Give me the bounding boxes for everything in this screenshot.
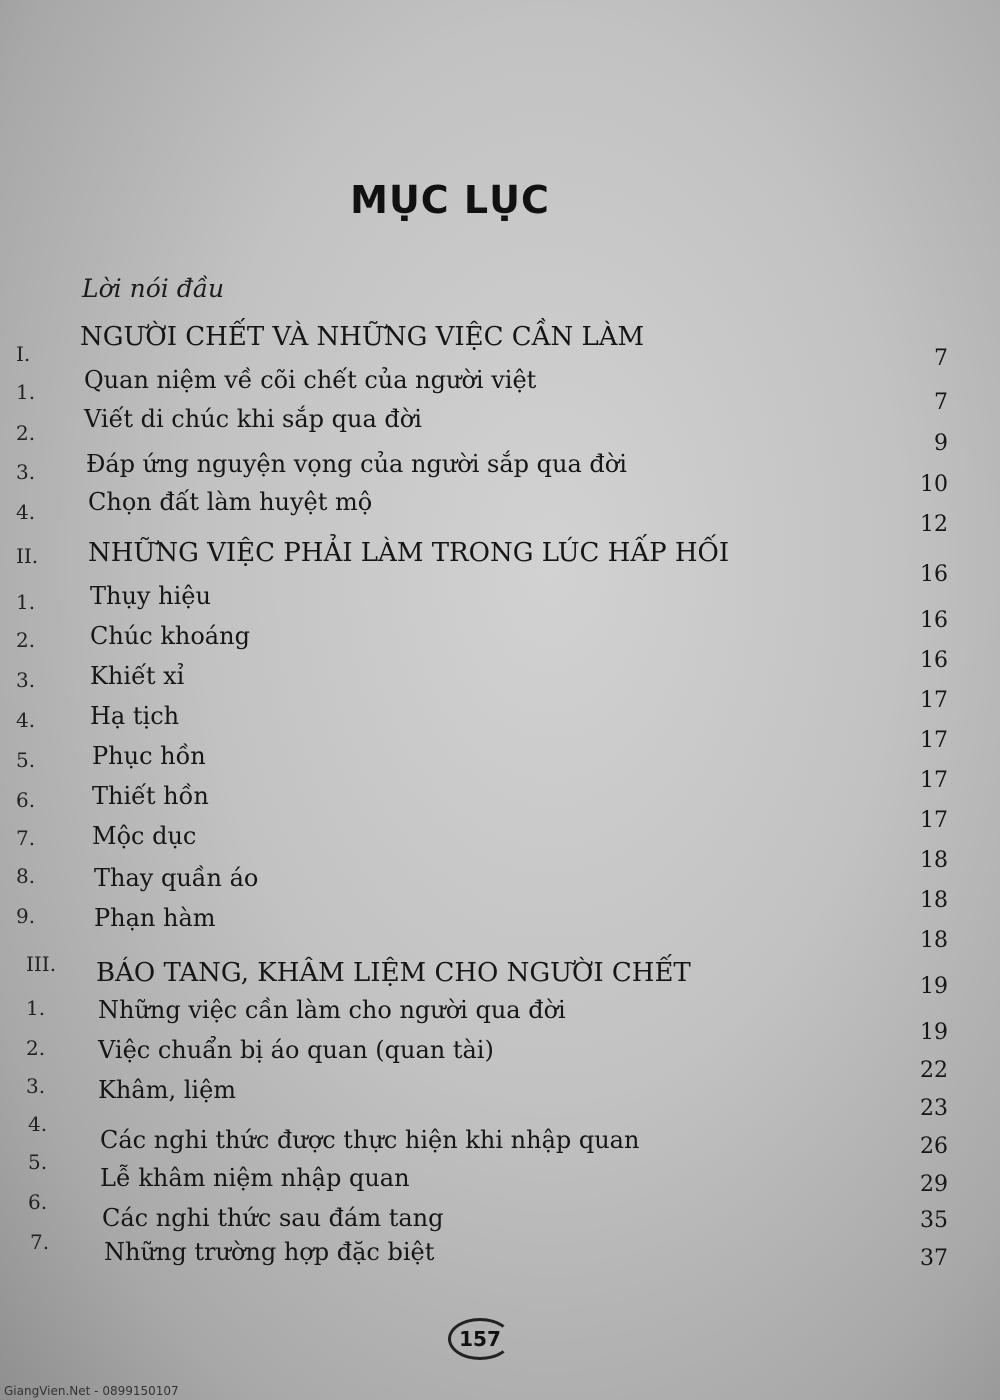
toc-item [0,1036,1000,1083]
page-ref: 18 [920,888,948,913]
toc-item [0,1188,1000,1233]
toc-item [0,448,1000,497]
toc-item [0,1226,1000,1271]
preface-entry: Lời nói đầu [82,274,225,303]
item-number: 1. [26,996,46,1020]
page-ref: 7 [934,390,948,415]
page-ref: 22 [920,1058,948,1083]
page-ref: 17 [920,728,948,753]
item-number: 4. [16,500,36,524]
toc-item [0,702,1000,753]
toc-item [0,662,1000,713]
toc-item [0,742,1000,793]
section-numeral: I. [16,342,31,366]
item-number: 6. [16,788,36,812]
item-number: 5. [28,1150,48,1174]
page-ref: 12 [920,512,948,537]
section-numeral: III. [26,952,57,976]
toc-item [0,822,1000,873]
item-label: Thay quần áo [94,864,259,892]
item-label: Chọn đất làm huyệt mộ [88,488,373,516]
page-ref: 23 [920,1096,948,1121]
section-title: NGƯỜI CHẾT VÀ NHỮNG VIỆC CẦN LÀM [80,322,645,352]
item-number: 5. [16,748,36,772]
item-label: Mộc dục [92,822,197,850]
page-ref: 17 [920,808,948,833]
section-title: NHỮNG VIỆC PHẢI LÀM TRONG LÚC HẤP HỐI [88,538,730,568]
toc-item [0,405,1000,456]
item-label: Chúc khoáng [90,622,250,650]
item-number: 2. [16,421,36,445]
page-title: MỤC LỤC [350,178,550,222]
item-label: Đáp ứng nguyện vọng của người sắp qua đời [86,450,627,478]
item-number: 4. [16,708,36,732]
page-ref: 7 [934,346,948,371]
page-ref: 26 [920,1134,948,1159]
page-ref: 16 [920,608,948,633]
item-label: Lễ khâm niệm nhập quan [100,1164,410,1192]
page-ref: 35 [920,1208,948,1233]
page-ref: 29 [920,1172,948,1197]
page-ref: 17 [920,768,948,793]
item-label: Phạn hàm [94,904,216,932]
item-label: Viết di chúc khi sắp qua đời [84,405,422,433]
item-label: Quan niệm về cõi chết của người việt [84,366,537,394]
item-label: Thiết hồn [92,782,209,810]
page-ref: 19 [920,1020,948,1045]
item-label: Khiết xỉ [90,662,185,690]
toc-section [0,950,1000,999]
page-ref: 16 [920,562,948,587]
item-number: 9. [16,904,36,928]
item-label: Các nghi thức được thực hiện khi nhập quan [100,1126,640,1154]
item-label: Việc chuẩn bị áo quan (quan tài) [98,1036,494,1064]
page-ref: 10 [920,472,948,497]
toc-item [0,782,1000,833]
page-ref: 18 [920,928,948,953]
item-number: 8. [16,864,36,888]
item-number: 2. [26,1036,46,1060]
item-number: 2. [16,628,36,652]
toc-item [0,1074,1000,1121]
item-number: 1. [16,590,36,614]
toc-item [0,622,1000,673]
toc-item [0,366,1000,415]
item-number: 4. [28,1112,48,1136]
item-label: Những trường hợp đặc biệt [104,1238,435,1266]
toc-item [0,1150,1000,1197]
page-ref: 16 [920,648,948,673]
item-number: 3. [16,668,36,692]
item-number: 7. [16,826,36,850]
section-numeral: II. [16,544,39,568]
toc-item [0,1112,1000,1159]
toc-section [0,322,1000,371]
item-label: Các nghi thức sau đám tang [102,1204,444,1232]
toc-item [0,996,1000,1045]
item-number: 6. [28,1190,48,1214]
toc-item [0,488,1000,537]
item-number: 3. [16,460,36,484]
page-ref: 18 [920,848,948,873]
toc-item [0,902,1000,953]
page-ref: 37 [920,1246,948,1271]
toc-section [0,538,1000,587]
item-label: Phục hồn [92,742,206,770]
item-number: 7. [30,1230,50,1254]
item-label: Những việc cần làm cho người qua đời [98,996,566,1024]
item-label: Hạ tịch [90,702,180,730]
page-ref: 9 [934,431,948,456]
item-number: 3. [26,1074,46,1098]
item-number: 1. [16,380,36,404]
item-label: Thụy hiệu [90,582,211,610]
page-ref: 19 [920,974,948,999]
page-ref: 17 [920,688,948,713]
section-title: BÁO TANG, KHÂM LIỆM CHO NGƯỜI CHẾT [96,958,691,988]
page-number: 157 [448,1318,512,1360]
watermark: GiangVien.Net - 0899150107 [4,1384,179,1398]
toc-item [0,862,1000,913]
toc-item [0,582,1000,633]
item-label: Khâm, liệm [98,1076,237,1104]
